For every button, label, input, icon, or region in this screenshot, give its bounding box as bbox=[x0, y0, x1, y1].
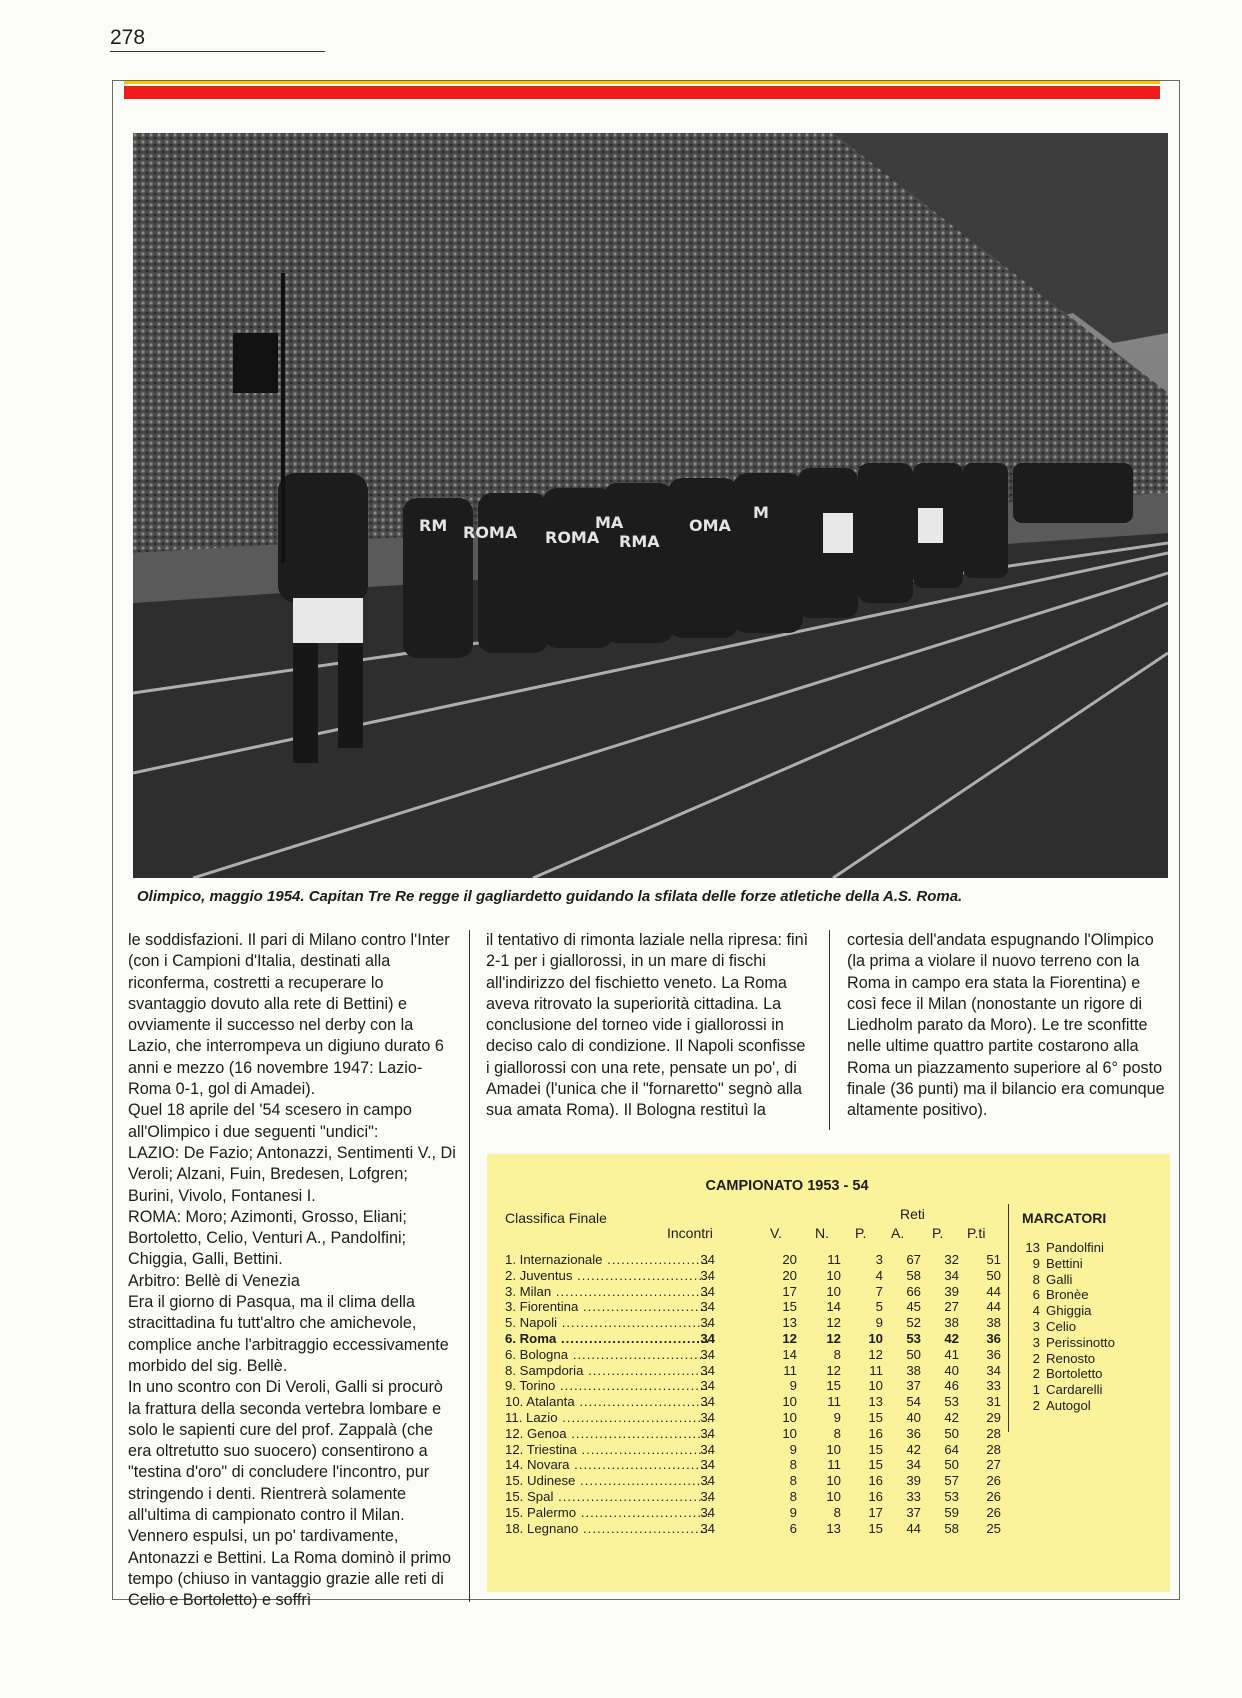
table-cell: 15 bbox=[868, 1520, 883, 1536]
table-row bbox=[505, 1394, 1060, 1410]
table-cell: 15 bbox=[782, 1299, 797, 1315]
team-name: 1. Internazionale ..... bbox=[505, 1252, 710, 1268]
team-name: 15. Udinese ..... bbox=[505, 1473, 710, 1489]
table-row bbox=[505, 1363, 1060, 1379]
table-cell: 34 bbox=[700, 1425, 715, 1441]
table-cell: 44 bbox=[986, 1299, 1001, 1315]
table-cell: 29 bbox=[986, 1409, 1001, 1425]
table-cell: 54 bbox=[906, 1394, 921, 1410]
table-cell: 34 bbox=[700, 1394, 715, 1410]
text-column-3 bbox=[847, 930, 1170, 1122]
table-row bbox=[505, 1315, 1060, 1331]
table-cell: 6 bbox=[789, 1520, 797, 1536]
shirt-lettering: OMA bbox=[689, 516, 731, 535]
table-cell: 34 bbox=[700, 1409, 715, 1425]
table-cell: 8 bbox=[789, 1488, 797, 1504]
table-cell: 34 bbox=[700, 1520, 715, 1536]
paragraph: il tentativo di rimonta laziale nella ripresa: finì 2-1 per i giallorossi, in un mare di fischi all'indirizzo del fischietto veneto. La Roma aveva ritrovato la superiorità cittadina. La conclusione del torneo vide i giallorossi in deciso calo di condizione. Il Napoli sconfisse i giallorossi con una rete, pensate un po', di Amadei (l'unica che il "fornaretto" segnò alla sua amata Roma). Il Bologna restituì la bbox=[486, 931, 809, 1120]
paragraph: cortesia dell'andata espugnando l'Olimpico (la prima a violare il nuovo terreno con la Roma in campo era stata la Fiorentina) e così fece il Milan (nonostante un rigore di Liedholm parato da Moro). Le tre sconfitte nelle ultime quattro partite costarono alla Roma un piazzamento superiore al 6° posto finale (36 punti) ma il bilancio era comunque altamente positivo). bbox=[847, 931, 1165, 1120]
table-cell: 50 bbox=[986, 1267, 1001, 1283]
team-name: 15. Palermo ..... bbox=[505, 1505, 710, 1521]
page-number: 278 bbox=[110, 26, 146, 49]
table-cell: 66 bbox=[906, 1283, 921, 1299]
table-cell: 34 bbox=[986, 1362, 1001, 1378]
paragraph: le soddisfazioni. Il pari di Milano contro l'Inter (con i Campioni d'Italia, destinati alla riconferma, costretti a recuperare lo svantaggio dovuto alla rete di Bettini) e ovviamente il successo nel derby con la Lazio, che interrompeva un digiuno durato 6 anni e mezzo (16 novembre 1947: Lazio-Roma 0-1, gol di Amadei). bbox=[128, 931, 450, 1099]
scorer-row bbox=[1022, 1287, 1115, 1303]
scorer-row bbox=[1022, 1240, 1115, 1256]
table-cell: 12 bbox=[826, 1315, 841, 1331]
paragraph: Vennero espulsi, un po' tardivamente, Antonazzi e Bettini. La Roma dominò il primo tempo (chiuso in vantaggio grazie alle reti di Celio e Bortoletto) e soffrì bbox=[128, 1527, 452, 1610]
table-cell: 57 bbox=[944, 1473, 959, 1489]
table-cell: 10 bbox=[826, 1441, 841, 1457]
table-cell: 33 bbox=[906, 1488, 921, 1504]
table-cell: 33 bbox=[986, 1378, 1001, 1394]
table-cell: 10 bbox=[782, 1409, 797, 1425]
table-cell: 58 bbox=[906, 1267, 921, 1283]
table-cell: 53 bbox=[906, 1330, 921, 1346]
team-name: 11. Lazio ..... bbox=[505, 1410, 710, 1426]
team-name: 12. Genoa ..... bbox=[505, 1426, 710, 1442]
table-cell: 50 bbox=[944, 1425, 959, 1441]
table-cell: 10 bbox=[826, 1473, 841, 1489]
column-rule bbox=[829, 930, 830, 1130]
table-row bbox=[505, 1284, 1060, 1300]
scorer-name: Bronèe bbox=[1046, 1287, 1089, 1303]
table-cell: 15 bbox=[826, 1378, 841, 1394]
col-header: Incontri bbox=[667, 1225, 713, 1241]
table-cell: 28 bbox=[986, 1425, 1001, 1441]
scorer-row bbox=[1022, 1382, 1115, 1398]
table-cell: 11 bbox=[869, 1362, 883, 1378]
table-cell: 34 bbox=[700, 1330, 715, 1346]
table-cell: 34 bbox=[700, 1346, 715, 1362]
col-header: N. bbox=[815, 1225, 829, 1241]
table-cell: 10 bbox=[826, 1267, 841, 1283]
team-name: 2. Juventus ..... bbox=[505, 1268, 710, 1284]
table-cell: 8 bbox=[833, 1425, 841, 1441]
table-cell: 34 bbox=[700, 1362, 715, 1378]
table-cell: 64 bbox=[944, 1441, 959, 1457]
table-cell: 9 bbox=[833, 1409, 841, 1425]
table-cell: 27 bbox=[944, 1299, 959, 1315]
table-cell: 44 bbox=[906, 1520, 921, 1536]
standings-title: CAMPIONATO 1953 - 54 bbox=[705, 1178, 869, 1194]
team-name: 3. Milan ..... bbox=[505, 1284, 710, 1300]
table-cell: 17 bbox=[782, 1283, 797, 1299]
table-cell: 9 bbox=[789, 1441, 797, 1457]
team-name: 3. Fiorentina ..... bbox=[505, 1299, 710, 1315]
column-rule bbox=[469, 930, 470, 1602]
table-cell: 34 bbox=[700, 1267, 715, 1283]
table-cell: 11 bbox=[827, 1394, 841, 1410]
team-name: 14. Novara ..... bbox=[505, 1457, 710, 1473]
table-cell: 10 bbox=[782, 1425, 797, 1441]
text-column-2 bbox=[486, 930, 809, 1122]
paragraph: Arbitro: Bellè di Venezia bbox=[128, 1271, 300, 1290]
shirt-lettering: ROMA bbox=[545, 528, 600, 547]
table-row bbox=[505, 1268, 1060, 1284]
table-row bbox=[505, 1410, 1060, 1426]
table-cell: 36 bbox=[986, 1330, 1001, 1346]
shirt-lettering: RMA bbox=[619, 532, 660, 551]
table-cell: 40 bbox=[944, 1362, 959, 1378]
scorer-row bbox=[1022, 1398, 1115, 1414]
table-cell: 14 bbox=[782, 1346, 797, 1362]
paragraph: Quel 18 aprile del '54 scesero in campo all'Olimpico i due seguenti "undici": bbox=[128, 1101, 412, 1141]
scorer-name: Cardarelli bbox=[1046, 1382, 1103, 1398]
table-cell: 39 bbox=[944, 1283, 959, 1299]
table-cell: 20 bbox=[782, 1252, 797, 1267]
col-header: P.ti bbox=[967, 1225, 986, 1241]
table-cell: 50 bbox=[906, 1346, 921, 1362]
table-cell: 9 bbox=[875, 1315, 883, 1331]
col-header: A. bbox=[891, 1225, 905, 1241]
table-cell: 10 bbox=[868, 1378, 883, 1394]
table-cell: 58 bbox=[944, 1520, 959, 1536]
table-cell: 8 bbox=[833, 1346, 841, 1362]
table-cell: 16 bbox=[868, 1488, 883, 1504]
paragraph: In uno scontro con Di Veroli, Galli si procurò la frattura della seconda vertebra lombare e solo le sapienti cure del prof. Zappalà (che era oltretutto suo suocero) consentirono a "testina d'oro" di concludere l'incontro, pur stringendo i denti. Rientrerà solamente all'ultima di campionato contro il Milan. bbox=[128, 1378, 443, 1525]
scorer-row bbox=[1022, 1256, 1115, 1272]
scorer-goals: 3 bbox=[1032, 1334, 1040, 1350]
team-name: 18. Legnano ..... bbox=[505, 1521, 710, 1537]
table-cell: 39 bbox=[906, 1473, 921, 1489]
table-cell: 26 bbox=[986, 1488, 1001, 1504]
table-row bbox=[505, 1505, 1060, 1521]
table-cell: 4 bbox=[875, 1267, 883, 1283]
table-cell: 16 bbox=[868, 1425, 883, 1441]
scorer-name: Bortoletto bbox=[1046, 1366, 1103, 1382]
scorer-name: Celio bbox=[1046, 1318, 1077, 1334]
table-cell: 20 bbox=[782, 1267, 797, 1283]
table-cell: 12 bbox=[868, 1346, 883, 1362]
table-row bbox=[505, 1331, 1060, 1347]
table-cell: 11 bbox=[783, 1362, 797, 1378]
scorer-name: Bettini bbox=[1046, 1255, 1083, 1271]
table-row bbox=[505, 1299, 1060, 1315]
table-row bbox=[505, 1473, 1060, 1489]
shirt-lettering: M bbox=[753, 503, 769, 522]
team-name: 6. Bologna ..... bbox=[505, 1347, 710, 1363]
stadium-photo-illustration bbox=[133, 133, 1168, 878]
scorer-goals: 2 bbox=[1032, 1397, 1040, 1413]
scorer-goals: 6 bbox=[1032, 1287, 1040, 1303]
color-band bbox=[124, 86, 1160, 99]
team-name: 9. Torino ..... bbox=[505, 1378, 710, 1394]
shirt-lettering: ROMA bbox=[463, 523, 518, 542]
table-cell: 40 bbox=[906, 1409, 921, 1425]
table-cell: 3 bbox=[875, 1252, 883, 1267]
table-cell: 14 bbox=[826, 1299, 841, 1315]
team-name: 6. Roma ..... bbox=[505, 1331, 710, 1347]
stadium-photo bbox=[133, 133, 1168, 878]
table-cell: 45 bbox=[906, 1299, 921, 1315]
team-name: 5. Napoli ..... bbox=[505, 1315, 710, 1331]
table-cell: 28 bbox=[986, 1441, 1001, 1457]
col-header: V. bbox=[770, 1225, 782, 1241]
scorer-row bbox=[1022, 1335, 1115, 1351]
table-cell: 13 bbox=[782, 1315, 797, 1331]
standings-box bbox=[487, 1154, 1170, 1592]
scorer-name: Renosto bbox=[1046, 1350, 1096, 1366]
table-cell: 25 bbox=[986, 1520, 1001, 1536]
paragraph: ROMA: Moro; Azimonti, Grosso, Eliani; Bortoletto, Celio, Venturi A., Pandolfini; Chiggia, Galli, Bettini. bbox=[128, 1207, 407, 1269]
table-cell: 31 bbox=[986, 1394, 1001, 1410]
table-cell: 15 bbox=[868, 1457, 883, 1473]
table-row bbox=[505, 1378, 1060, 1394]
table-cell: 9 bbox=[789, 1378, 797, 1394]
table-cell: 10 bbox=[782, 1394, 797, 1410]
paragraph: LAZIO: De Fazio; Antonazzi, Sentimenti V., Di Veroli; Alzani, Fuin, Bredesen, Lofgren; Burini, Vivolo, Fontanesi I. bbox=[128, 1143, 456, 1205]
table-row bbox=[505, 1347, 1060, 1363]
table-cell: 38 bbox=[906, 1362, 921, 1378]
scorer-row bbox=[1022, 1319, 1115, 1335]
table-row bbox=[505, 1521, 1060, 1537]
table-cell: 59 bbox=[944, 1504, 959, 1520]
table-cell: 67 bbox=[906, 1252, 921, 1267]
table-cell: 53 bbox=[944, 1394, 959, 1410]
scorer-goals: 3 bbox=[1032, 1318, 1040, 1334]
table-cell: 34 bbox=[700, 1315, 715, 1331]
scorer-row bbox=[1022, 1303, 1115, 1319]
table-cell: 34 bbox=[700, 1283, 715, 1299]
table-cell: 34 bbox=[944, 1267, 959, 1283]
table-cell: 8 bbox=[789, 1473, 797, 1489]
table-cell: 34 bbox=[700, 1457, 715, 1473]
table-cell: 26 bbox=[986, 1504, 1001, 1520]
scorer-goals: 13 bbox=[1025, 1240, 1040, 1255]
table-cell: 37 bbox=[906, 1504, 921, 1520]
table-cell: 17 bbox=[868, 1504, 883, 1520]
scorer-row bbox=[1022, 1272, 1115, 1288]
table-cell: 12 bbox=[826, 1330, 841, 1346]
scorers-list bbox=[1022, 1240, 1115, 1414]
scorer-goals: 1 bbox=[1032, 1382, 1040, 1398]
photo-caption: Olimpico, maggio 1954. Capitan Tre Re regge il gagliardetto guidando la sfilata delle forze atletiche della A.S. Roma. bbox=[137, 888, 963, 905]
scorer-name: Galli bbox=[1046, 1271, 1073, 1287]
table-cell: 38 bbox=[986, 1315, 1001, 1331]
table-cell: 10 bbox=[826, 1283, 841, 1299]
table-row bbox=[505, 1442, 1060, 1458]
page-number-rule bbox=[110, 51, 325, 52]
team-name: 15. Spal ..... bbox=[505, 1489, 710, 1505]
table-cell: 13 bbox=[826, 1520, 841, 1536]
standings-rows bbox=[505, 1252, 1060, 1536]
table-cell: 46 bbox=[944, 1378, 959, 1394]
table-cell: 12 bbox=[782, 1330, 797, 1346]
table-cell: 32 bbox=[944, 1252, 959, 1267]
table-cell: 26 bbox=[986, 1473, 1001, 1489]
table-cell: 27 bbox=[986, 1457, 1001, 1473]
scorer-goals: 4 bbox=[1032, 1303, 1040, 1319]
goals-header: Reti bbox=[900, 1206, 925, 1222]
table-cell: 15 bbox=[868, 1409, 883, 1425]
table-row bbox=[505, 1426, 1060, 1442]
table-cell: 15 bbox=[868, 1441, 883, 1457]
scorer-goals: 2 bbox=[1032, 1350, 1040, 1366]
table-cell: 8 bbox=[833, 1504, 841, 1520]
table-cell: 34 bbox=[700, 1488, 715, 1504]
table-cell: 41 bbox=[944, 1346, 959, 1362]
team-name: 10. Atalanta ..... bbox=[505, 1394, 710, 1410]
table-cell: 37 bbox=[906, 1378, 921, 1394]
paragraph: Era il giorno di Pasqua, ma il clima della stracittadina fu tutt'altro che amichevole, complice anche l'arbitraggio eccessivamente morbido del sig. Bellè. bbox=[128, 1293, 449, 1375]
table-cell: 34 bbox=[700, 1441, 715, 1457]
shirt-lettering: RM bbox=[419, 516, 448, 535]
table-cell: 13 bbox=[868, 1394, 883, 1410]
table-row bbox=[505, 1252, 1060, 1268]
standings-subtitle: Classifica Finale bbox=[505, 1210, 607, 1226]
table-cell: 34 bbox=[700, 1504, 715, 1520]
table-cell: 36 bbox=[986, 1346, 1001, 1362]
col-header: P. bbox=[855, 1225, 867, 1241]
scorer-goals: 8 bbox=[1032, 1271, 1040, 1287]
scorer-goals: 2 bbox=[1032, 1366, 1040, 1382]
table-cell: 34 bbox=[906, 1457, 921, 1473]
table-cell: 42 bbox=[906, 1441, 921, 1457]
table-cell: 50 bbox=[944, 1457, 959, 1473]
table-cell: 34 bbox=[700, 1299, 715, 1315]
col-header: P. bbox=[932, 1225, 944, 1241]
scorer-name: Perissinotto bbox=[1046, 1334, 1115, 1350]
shirt-lettering: MA bbox=[595, 513, 624, 532]
table-cell: 8 bbox=[789, 1457, 797, 1473]
table-cell: 44 bbox=[986, 1283, 1001, 1299]
scorer-name: Ghiggia bbox=[1046, 1303, 1092, 1319]
table-cell: 9 bbox=[789, 1504, 797, 1520]
text-column-1 bbox=[128, 930, 456, 1612]
scorer-goals: 9 bbox=[1032, 1255, 1040, 1271]
table-cell: 10 bbox=[868, 1330, 883, 1346]
table-cell: 16 bbox=[868, 1473, 883, 1489]
table-cell: 34 bbox=[700, 1473, 715, 1489]
table-cell: 36 bbox=[906, 1425, 921, 1441]
table-cell: 5 bbox=[875, 1299, 883, 1315]
table-cell: 38 bbox=[944, 1315, 959, 1331]
scorer-name: Pandolfini bbox=[1046, 1240, 1104, 1255]
table-cell: 11 bbox=[827, 1252, 841, 1267]
table-cell: 11 bbox=[827, 1457, 841, 1473]
scorer-row bbox=[1022, 1351, 1115, 1367]
table-row bbox=[505, 1457, 1060, 1473]
scorer-name: Autogol bbox=[1046, 1397, 1091, 1413]
scorers-rule bbox=[1008, 1204, 1009, 1432]
table-cell: 52 bbox=[906, 1315, 921, 1331]
scorer-row bbox=[1022, 1366, 1115, 1382]
table-cell: 42 bbox=[944, 1409, 959, 1425]
scorers-title: MARCATORI bbox=[1022, 1210, 1107, 1226]
table-cell: 42 bbox=[944, 1330, 959, 1346]
table-cell: 34 bbox=[700, 1378, 715, 1394]
table-cell: 51 bbox=[986, 1252, 1001, 1267]
table-cell: 10 bbox=[826, 1488, 841, 1504]
team-name: 12. Triestina ..... bbox=[505, 1442, 710, 1458]
table-cell: 12 bbox=[826, 1362, 841, 1378]
table-cell: 34 bbox=[700, 1252, 715, 1267]
table-cell: 7 bbox=[875, 1283, 883, 1299]
table-row bbox=[505, 1489, 1060, 1505]
table-cell: 53 bbox=[944, 1488, 959, 1504]
team-name: 8. Sampdoria ..... bbox=[505, 1363, 710, 1379]
